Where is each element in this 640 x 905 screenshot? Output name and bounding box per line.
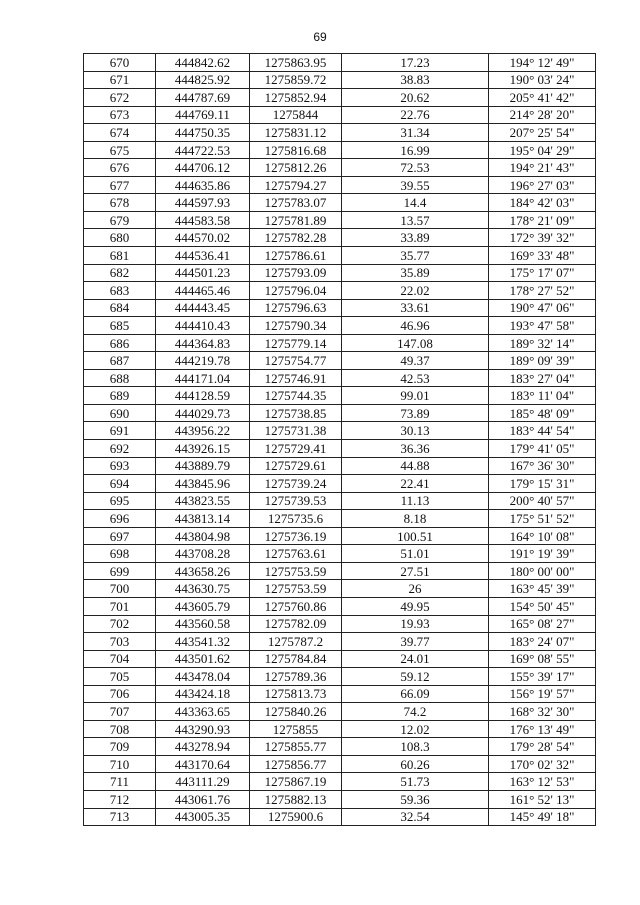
y-coordinate-cell: 1275813.73	[250, 685, 342, 703]
y-coordinate-cell: 1275783.07	[250, 194, 342, 212]
y-coordinate-cell: 1275744.35	[250, 387, 342, 405]
bearing-cell: 193° 47' 58"	[489, 317, 596, 335]
distance-cell: 73.89	[342, 404, 489, 422]
point-number-cell: 677	[84, 176, 156, 194]
bearing-cell: 176° 13' 49"	[489, 720, 596, 738]
x-coordinate-cell: 443424.18	[156, 685, 250, 703]
bearing-cell: 189° 09' 39"	[489, 352, 596, 370]
distance-cell: 100.51	[342, 527, 489, 545]
point-number-cell: 685	[84, 317, 156, 335]
point-number-cell: 675	[84, 141, 156, 159]
distance-cell: 22.41	[342, 475, 489, 493]
point-number-cell: 693	[84, 457, 156, 475]
x-coordinate-cell: 444029.73	[156, 404, 250, 422]
x-coordinate-cell: 443005.35	[156, 808, 250, 826]
distance-cell: 42.53	[342, 369, 489, 387]
table-row	[84, 457, 596, 475]
distance-cell: 51.73	[342, 773, 489, 791]
bearing-cell: 205° 41' 42"	[489, 89, 596, 107]
distance-cell: 17.23	[342, 54, 489, 72]
x-coordinate-cell: 444128.59	[156, 387, 250, 405]
point-number-cell: 678	[84, 194, 156, 212]
bearing-cell: 183° 44' 54"	[489, 422, 596, 440]
point-number-cell: 697	[84, 527, 156, 545]
y-coordinate-cell: 1275831.12	[250, 124, 342, 142]
point-number-cell: 671	[84, 71, 156, 89]
x-coordinate-cell: 443630.75	[156, 580, 250, 598]
y-coordinate-cell: 1275731.38	[250, 422, 342, 440]
distance-cell: 19.93	[342, 615, 489, 633]
x-coordinate-cell: 443363.65	[156, 703, 250, 721]
table-row	[84, 387, 596, 405]
table-row	[84, 194, 596, 212]
distance-cell: 33.89	[342, 229, 489, 247]
point-number-cell: 704	[84, 650, 156, 668]
y-coordinate-cell: 1275779.14	[250, 334, 342, 352]
point-number-cell: 690	[84, 404, 156, 422]
bearing-cell: 175° 51' 52"	[489, 510, 596, 528]
y-coordinate-cell: 1275735.6	[250, 510, 342, 528]
distance-cell: 13.57	[342, 211, 489, 229]
bearing-cell: 184° 42' 03"	[489, 194, 596, 212]
distance-cell: 12.02	[342, 720, 489, 738]
x-coordinate-cell: 443956.22	[156, 422, 250, 440]
table-row	[84, 89, 596, 107]
x-coordinate-cell: 444443.45	[156, 299, 250, 317]
distance-cell: 31.34	[342, 124, 489, 142]
distance-cell: 32.54	[342, 808, 489, 826]
table-row	[84, 738, 596, 756]
table-row	[84, 773, 596, 791]
bearing-cell: 161° 52' 13"	[489, 790, 596, 808]
point-number-cell: 705	[84, 668, 156, 686]
bearing-cell: 200° 40' 57"	[489, 492, 596, 510]
table-row	[84, 475, 596, 493]
y-coordinate-cell: 1275782.28	[250, 229, 342, 247]
table-row	[84, 141, 596, 159]
distance-cell: 36.36	[342, 440, 489, 458]
table-row	[84, 597, 596, 615]
distance-cell: 108.3	[342, 738, 489, 756]
y-coordinate-cell: 1275796.63	[250, 299, 342, 317]
distance-cell: 22.02	[342, 282, 489, 300]
distance-cell: 51.01	[342, 545, 489, 563]
table-row	[84, 159, 596, 177]
point-number-cell: 710	[84, 755, 156, 773]
table-row	[84, 247, 596, 265]
distance-cell: 59.12	[342, 668, 489, 686]
bearing-cell: 183° 11' 04"	[489, 387, 596, 405]
bearing-cell: 179° 15' 31"	[489, 475, 596, 493]
table-row	[84, 492, 596, 510]
point-number-cell: 696	[84, 510, 156, 528]
y-coordinate-cell: 1275781.89	[250, 211, 342, 229]
table-row	[84, 124, 596, 142]
y-coordinate-cell: 1275882.13	[250, 790, 342, 808]
table-row	[84, 580, 596, 598]
x-coordinate-cell: 443708.28	[156, 545, 250, 563]
point-number-cell: 706	[84, 685, 156, 703]
distance-cell: 27.51	[342, 562, 489, 580]
bearing-cell: 145° 49' 18"	[489, 808, 596, 826]
y-coordinate-cell: 1275789.36	[250, 668, 342, 686]
point-number-cell: 687	[84, 352, 156, 370]
point-number-cell: 701	[84, 597, 156, 615]
x-coordinate-cell: 443290.93	[156, 720, 250, 738]
x-coordinate-cell: 444536.41	[156, 247, 250, 265]
y-coordinate-cell: 1275863.95	[250, 54, 342, 72]
bearing-cell: 183° 24' 07"	[489, 633, 596, 651]
x-coordinate-cell: 444722.53	[156, 141, 250, 159]
point-number-cell: 688	[84, 369, 156, 387]
distance-cell: 49.95	[342, 597, 489, 615]
y-coordinate-cell: 1275729.41	[250, 440, 342, 458]
distance-cell: 49.37	[342, 352, 489, 370]
bearing-cell: 163° 45' 39"	[489, 580, 596, 598]
x-coordinate-cell: 443061.76	[156, 790, 250, 808]
table-row	[84, 264, 596, 282]
table-row	[84, 545, 596, 563]
bearing-cell: 179° 28' 54"	[489, 738, 596, 756]
bearing-cell: 167° 36' 30"	[489, 457, 596, 475]
y-coordinate-cell: 1275729.61	[250, 457, 342, 475]
bearing-cell: 155° 39' 17"	[489, 668, 596, 686]
x-coordinate-cell: 443605.79	[156, 597, 250, 615]
y-coordinate-cell: 1275736.19	[250, 527, 342, 545]
x-coordinate-cell: 444825.92	[156, 71, 250, 89]
bearing-cell: 165° 08' 27"	[489, 615, 596, 633]
point-number-cell: 680	[84, 229, 156, 247]
y-coordinate-cell: 1275859.72	[250, 71, 342, 89]
table-row	[84, 720, 596, 738]
table-row	[84, 790, 596, 808]
y-coordinate-cell: 1275784.84	[250, 650, 342, 668]
point-number-cell: 694	[84, 475, 156, 493]
point-number-cell: 684	[84, 299, 156, 317]
x-coordinate-cell: 444501.23	[156, 264, 250, 282]
point-number-cell: 686	[84, 334, 156, 352]
distance-cell: 14.4	[342, 194, 489, 212]
table-row	[84, 615, 596, 633]
point-number-cell: 700	[84, 580, 156, 598]
bearing-cell: 191° 19' 39"	[489, 545, 596, 563]
x-coordinate-cell: 443170.64	[156, 755, 250, 773]
distance-cell: 22.76	[342, 106, 489, 124]
distance-cell: 147.08	[342, 334, 489, 352]
distance-cell: 20.62	[342, 89, 489, 107]
table-row	[84, 317, 596, 335]
distance-cell: 26	[342, 580, 489, 598]
table-row	[84, 229, 596, 247]
bearing-cell: 190° 47' 06"	[489, 299, 596, 317]
x-coordinate-cell: 444410.43	[156, 317, 250, 335]
y-coordinate-cell: 1275812.26	[250, 159, 342, 177]
bearing-cell: 180° 00' 00"	[489, 562, 596, 580]
point-number-cell: 708	[84, 720, 156, 738]
y-coordinate-cell: 1275844	[250, 106, 342, 124]
distance-cell: 39.77	[342, 633, 489, 651]
point-number-cell: 672	[84, 89, 156, 107]
distance-cell: 59.36	[342, 790, 489, 808]
bearing-cell: 194° 12' 49"	[489, 54, 596, 72]
x-coordinate-cell: 444597.93	[156, 194, 250, 212]
distance-cell: 38.83	[342, 71, 489, 89]
table-row	[84, 808, 596, 826]
x-coordinate-cell: 443823.55	[156, 492, 250, 510]
bearing-cell: 185° 48' 09"	[489, 404, 596, 422]
distance-cell: 39.55	[342, 176, 489, 194]
x-coordinate-cell: 444583.58	[156, 211, 250, 229]
y-coordinate-cell: 1275856.77	[250, 755, 342, 773]
point-number-cell: 695	[84, 492, 156, 510]
bearing-cell: 172° 39' 32"	[489, 229, 596, 247]
distance-cell: 11.13	[342, 492, 489, 510]
table-row	[84, 633, 596, 651]
x-coordinate-cell: 444465.46	[156, 282, 250, 300]
x-coordinate-cell: 444171.04	[156, 369, 250, 387]
distance-cell: 46.96	[342, 317, 489, 335]
table-row	[84, 440, 596, 458]
x-coordinate-cell: 444842.62	[156, 54, 250, 72]
x-coordinate-cell: 443804.98	[156, 527, 250, 545]
y-coordinate-cell: 1275793.09	[250, 264, 342, 282]
y-coordinate-cell: 1275852.94	[250, 89, 342, 107]
table-row	[84, 685, 596, 703]
bearing-cell: 163° 12' 53"	[489, 773, 596, 791]
point-number-cell: 683	[84, 282, 156, 300]
y-coordinate-cell: 1275753.59	[250, 562, 342, 580]
bearing-cell: 179° 41' 05"	[489, 440, 596, 458]
y-coordinate-cell: 1275739.53	[250, 492, 342, 510]
point-number-cell: 673	[84, 106, 156, 124]
distance-cell: 74.2	[342, 703, 489, 721]
distance-cell: 72.53	[342, 159, 489, 177]
point-number-cell: 711	[84, 773, 156, 791]
x-coordinate-cell: 444635.86	[156, 176, 250, 194]
bearing-cell: 195° 04' 29"	[489, 141, 596, 159]
bearing-cell: 196° 27' 03"	[489, 176, 596, 194]
bearing-cell: 207° 25' 54"	[489, 124, 596, 142]
table-row	[84, 71, 596, 89]
table-row	[84, 334, 596, 352]
distance-cell: 35.89	[342, 264, 489, 282]
x-coordinate-cell: 443813.14	[156, 510, 250, 528]
table-row	[84, 352, 596, 370]
bearing-cell: 154° 50' 45"	[489, 597, 596, 615]
x-coordinate-cell: 444570.02	[156, 229, 250, 247]
y-coordinate-cell: 1275787.2	[250, 633, 342, 651]
x-coordinate-cell: 443926.15	[156, 440, 250, 458]
y-coordinate-cell: 1275746.91	[250, 369, 342, 387]
distance-cell: 8.18	[342, 510, 489, 528]
y-coordinate-cell: 1275900.6	[250, 808, 342, 826]
point-number-cell: 679	[84, 211, 156, 229]
table-row	[84, 422, 596, 440]
bearing-cell: 169° 33' 48"	[489, 247, 596, 265]
y-coordinate-cell: 1275867.19	[250, 773, 342, 791]
distance-cell: 35.77	[342, 247, 489, 265]
distance-cell: 44.88	[342, 457, 489, 475]
table-row	[84, 510, 596, 528]
table-row	[84, 668, 596, 686]
distance-cell: 16.99	[342, 141, 489, 159]
x-coordinate-cell: 444787.69	[156, 89, 250, 107]
y-coordinate-cell: 1275738.85	[250, 404, 342, 422]
table-row	[84, 299, 596, 317]
x-coordinate-cell: 443478.04	[156, 668, 250, 686]
bearing-cell: 189° 32' 14"	[489, 334, 596, 352]
bearing-cell: 178° 21' 09"	[489, 211, 596, 229]
table-row	[84, 755, 596, 773]
y-coordinate-cell: 1275840.26	[250, 703, 342, 721]
point-number-cell: 699	[84, 562, 156, 580]
x-coordinate-cell: 443845.96	[156, 475, 250, 493]
distance-cell: 60.26	[342, 755, 489, 773]
x-coordinate-cell: 444364.83	[156, 334, 250, 352]
x-coordinate-cell: 444219.78	[156, 352, 250, 370]
y-coordinate-cell: 1275796.04	[250, 282, 342, 300]
y-coordinate-cell: 1275763.61	[250, 545, 342, 563]
bearing-cell: 214° 28' 20"	[489, 106, 596, 124]
table-row	[84, 176, 596, 194]
x-coordinate-cell: 443658.26	[156, 562, 250, 580]
point-number-cell: 681	[84, 247, 156, 265]
bearing-cell: 168° 32' 30"	[489, 703, 596, 721]
bearing-cell: 183° 27' 04"	[489, 369, 596, 387]
distance-cell: 33.61	[342, 299, 489, 317]
x-coordinate-cell: 444769.11	[156, 106, 250, 124]
table-row	[84, 211, 596, 229]
y-coordinate-cell: 1275790.34	[250, 317, 342, 335]
point-number-cell: 713	[84, 808, 156, 826]
table-row	[84, 650, 596, 668]
y-coordinate-cell: 1275782.09	[250, 615, 342, 633]
point-number-cell: 702	[84, 615, 156, 633]
coordinates-table	[83, 53, 596, 826]
bearing-cell: 175° 17' 07"	[489, 264, 596, 282]
point-number-cell: 691	[84, 422, 156, 440]
bearing-cell: 164° 10' 08"	[489, 527, 596, 545]
coordinates-table-body	[84, 54, 596, 826]
table-row	[84, 562, 596, 580]
y-coordinate-cell: 1275739.24	[250, 475, 342, 493]
table-row	[84, 54, 596, 72]
bearing-cell: 169° 08' 55"	[489, 650, 596, 668]
table-row	[84, 404, 596, 422]
y-coordinate-cell: 1275816.68	[250, 141, 342, 159]
y-coordinate-cell: 1275786.61	[250, 247, 342, 265]
point-number-cell: 674	[84, 124, 156, 142]
point-number-cell: 692	[84, 440, 156, 458]
y-coordinate-cell: 1275855.77	[250, 738, 342, 756]
point-number-cell: 670	[84, 54, 156, 72]
point-number-cell: 676	[84, 159, 156, 177]
point-number-cell: 698	[84, 545, 156, 563]
distance-cell: 99.01	[342, 387, 489, 405]
point-number-cell: 712	[84, 790, 156, 808]
y-coordinate-cell: 1275754.77	[250, 352, 342, 370]
point-number-cell: 689	[84, 387, 156, 405]
y-coordinate-cell: 1275855	[250, 720, 342, 738]
point-number-cell: 703	[84, 633, 156, 651]
x-coordinate-cell: 443560.58	[156, 615, 250, 633]
table-row	[84, 527, 596, 545]
point-number-cell: 709	[84, 738, 156, 756]
x-coordinate-cell: 443889.79	[156, 457, 250, 475]
table-row	[84, 282, 596, 300]
x-coordinate-cell: 444750.35	[156, 124, 250, 142]
table-row	[84, 369, 596, 387]
bearing-cell: 194° 21' 43"	[489, 159, 596, 177]
y-coordinate-cell: 1275760.86	[250, 597, 342, 615]
x-coordinate-cell: 443541.32	[156, 633, 250, 651]
bearing-cell: 178° 27' 52"	[489, 282, 596, 300]
page-number: 69	[313, 30, 327, 44]
distance-cell: 66.09	[342, 685, 489, 703]
distance-cell: 30.13	[342, 422, 489, 440]
distance-cell: 24.01	[342, 650, 489, 668]
x-coordinate-cell: 444706.12	[156, 159, 250, 177]
point-number-cell: 682	[84, 264, 156, 282]
x-coordinate-cell: 443111.29	[156, 773, 250, 791]
table-row	[84, 703, 596, 721]
point-number-cell: 707	[84, 703, 156, 721]
bearing-cell: 156° 19' 57"	[489, 685, 596, 703]
y-coordinate-cell: 1275794.27	[250, 176, 342, 194]
bearing-cell: 170° 02' 32"	[489, 755, 596, 773]
bearing-cell: 190° 03' 24"	[489, 71, 596, 89]
x-coordinate-cell: 443501.62	[156, 650, 250, 668]
table-row	[84, 106, 596, 124]
y-coordinate-cell: 1275753.59	[250, 580, 342, 598]
x-coordinate-cell: 443278.94	[156, 738, 250, 756]
